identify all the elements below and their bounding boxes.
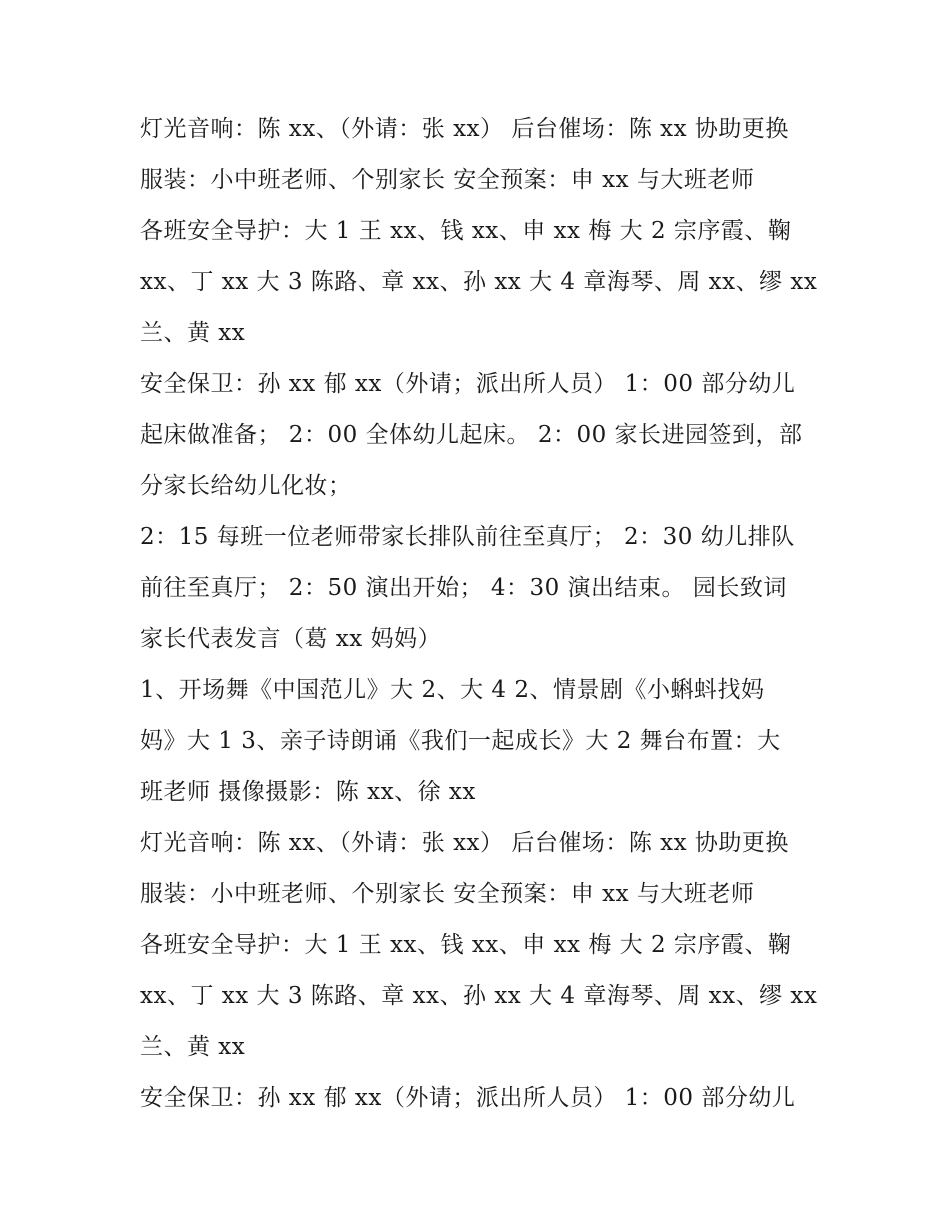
document-body [140,104,830,1124]
text-line: 服装：小中班老师、个别家长 安全预案：申 xx 与大班老师 [140,167,755,193]
text-line: 班老师 摄像摄影：陈 xx、徐 xx [140,779,476,805]
text-line: 安全保卫：孙 xx 郁 xx（外请；派出所人员） 1：00 部分幼儿 [140,371,796,397]
text-line: 服装：小中班老师、个别家长 安全预案：申 xx 与大班老师 [140,881,755,907]
text-line: xx、丁 xx 大 3 陈路、章 xx、孙 xx 大 4 章海琴、周 xx、缪 xx [140,983,818,1009]
text-line: 兰、黄 xx [140,320,246,346]
text-line: 灯光音响：陈 xx、（外请：张 xx） 后台催场：陈 xx 协助更换 [140,116,789,142]
text-line: 1、开场舞《中国范儿》大 2、大 4 2、情景剧《小蝌蚪找妈 [140,677,765,703]
text-line: 2：15 每班一位老师带家长排队前往至真厅； 2：30 幼儿排队 [140,524,795,550]
text-line: 前往至真厅； 2：50 演出开始； 4：30 演出结束。 园长致词 [140,575,787,601]
text-line: xx、丁 xx 大 3 陈路、章 xx、孙 xx 大 4 章海琴、周 xx、缪 xx [140,269,818,295]
text-line: 各班安全导护：大 1 王 xx、钱 xx、申 xx 梅 大 2 宗序霞、鞠 [140,218,792,244]
text-line: 灯光音响：陈 xx、（外请：张 xx） 后台催场：陈 xx 协助更换 [140,830,789,856]
text-line: 家长代表发言（葛 xx 妈妈） [140,626,442,652]
text-line: 分家长给幼儿化妆； [140,473,352,499]
text-line: 各班安全导护：大 1 王 xx、钱 xx、申 xx 梅 大 2 宗序霞、鞠 [140,932,792,958]
text-line: 起床做准备； 2：00 全体幼儿起床。 2：00 家长进园签到，部 [140,422,803,448]
text-line: 安全保卫：孙 xx 郁 xx（外请；派出所人员） 1：00 部分幼儿 [140,1085,796,1111]
text-line: 妈》大 1 3、亲子诗朗诵《我们一起成长》大 2 舞台布置：大 [140,728,781,754]
text-line: 兰、黄 xx [140,1034,246,1060]
